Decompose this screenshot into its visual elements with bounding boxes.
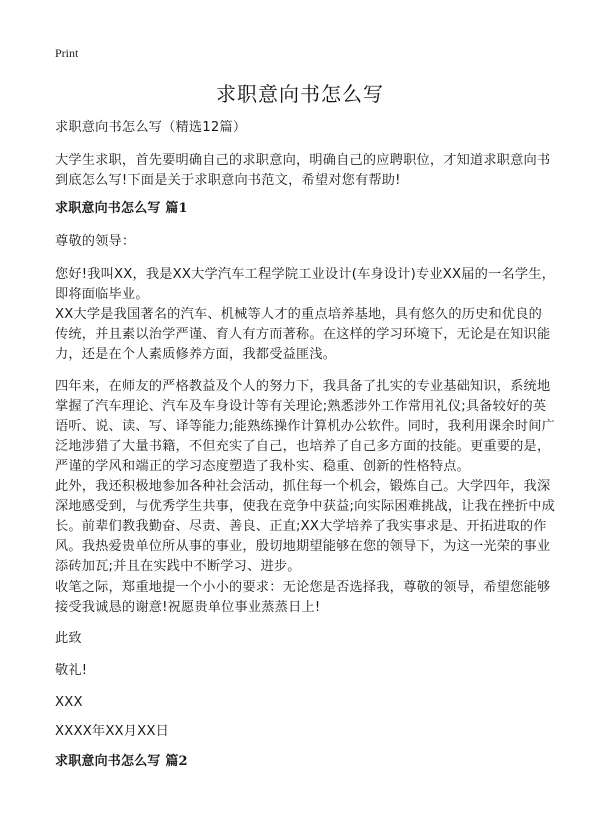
date: XXXX年XX月XX日 bbox=[55, 724, 170, 739]
paragraph-5: 收笔之际，郑重地提一个小小的要求：无论您是否选择我，尊敬的领导，希望您能够接受我诚恳的谢意!祝愿贵单位事业蒸蒸日上! bbox=[55, 580, 551, 615]
regards: 敬礼! bbox=[55, 663, 88, 678]
section-heading-1: 求职意向书怎么写 篇1 bbox=[55, 201, 188, 216]
closing: 此致 bbox=[55, 631, 82, 646]
print-link[interactable]: Print bbox=[55, 46, 79, 60]
document-subtitle: 求职意向书怎么写（精选12篇） bbox=[55, 120, 247, 135]
paragraph-2: XX大学是我国著名的汽车、机械等人才的重点培养基地，具有悠久的历史和优良的传统，并且素以治学严谨、育人有方而著称。在这样的学习环境下，无论是在知识能力，还是在个人素质修养方面，我都受益匪浅。 bbox=[55, 307, 551, 362]
page-title: 求职意向书怎么写 bbox=[216, 82, 384, 106]
intro-paragraph: 大学生求职，首先要明确自己的求职意向，明确自己的应聘职位，才知道求职意向书到底怎么写!下面是关于求职意向书范文，希望对您有帮助! bbox=[55, 153, 551, 188]
paragraph-1: 您好!我叫XX，我是XX大学汽车工程学院工业设计(车身设计)专业XX届的一名学生，即将面临毕业。 bbox=[55, 267, 555, 302]
section-heading-2: 求职意向书怎么写 篇2 bbox=[55, 754, 188, 769]
signature: XXX bbox=[55, 695, 83, 710]
salutation: 尊敬的领导： bbox=[55, 234, 136, 249]
paragraph-3: 四年来，在师友的严格教益及个人的努力下，我具备了扎实的专业基础知识，系统地掌握了汽车理论、汽车及车身设计等有关理论;熟悉涉外工作常用礼仪;具备较好的英语听、说、读、写、译等能力;能熟练操作计算机办公软件。同时，我利用课余时间广泛地涉猎了大量书籍，不但充实了自己，也培养了自己多方面的技能。更重要的是，严谨的学风和端正的学习态度塑造了我朴实、稳重、创新的性格特点。 bbox=[55, 379, 555, 474]
paragraph-4: 此外，我还积极地参加各种社会活动，抓住每一个机会，锻炼自己。大学四年，我深深地感受到，与优秀学生共事，使我在竞争中获益;向实际困难挑战，让我在挫折中成长。前辈们教我勤奋、尽责、善良、正直;XX大学培养了我实事求是、开拓进取的作风。我热爱贵单位所从事的事业，殷切地期望能够在您的领导下，为这一光荣的事业添砖加瓦;并且在实践中不断学习、进步。 bbox=[55, 479, 555, 574]
